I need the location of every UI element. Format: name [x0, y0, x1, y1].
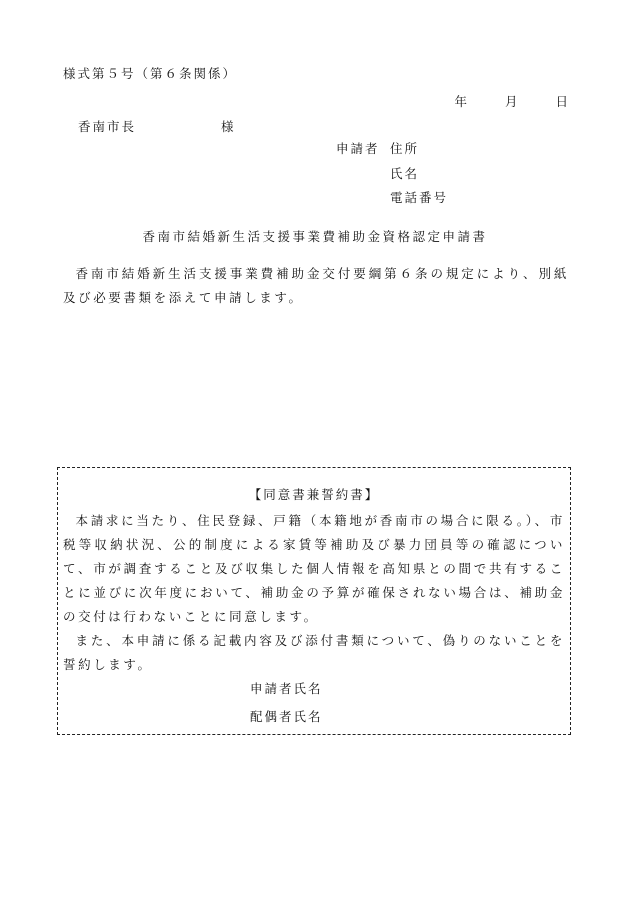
- pledge-paragraph: また、本申請に係る記載内容及び添付書類について、偽りのないことを誓約します。: [63, 633, 565, 672]
- application-statement: 香南市結婚新生活支援事業費補助金交付要綱第６条の規定により、別紙及び必要書類を添えて申請します。: [63, 266, 569, 305]
- addressee: [78, 117, 236, 135]
- date-day: 日: [555, 94, 568, 109]
- date-line: [454, 92, 568, 110]
- consent-title: 【同意書兼誓約書】: [248, 487, 380, 502]
- form-number: 様式第５号（第６条関係）: [63, 66, 238, 81]
- document-title: 香南市結婚新生活支援事業費補助金資格認定申請書: [142, 229, 488, 244]
- phone-field-label: 電話番号: [390, 190, 449, 205]
- addressee-name: 香南市長: [78, 119, 137, 134]
- address-field-label: 住所: [390, 141, 420, 156]
- consent-paragraph: 本請求に当たり、住民登録、戸籍（本籍地が香南市の場合に限る。）、市税等収納状況、公的制度による家賃等補助及び暴力団員等の確認について、市が調査すること及び収集した個人情報を高知県との間で共有することに並びに次年度において、補助金の予算が確保されない場合は、補助金の交付は行わないことに同意します。: [63, 513, 565, 624]
- consent-pledge-box: [57, 467, 571, 735]
- addressee-honorific: 様: [221, 119, 236, 134]
- name-field-label: 氏名: [390, 166, 420, 181]
- spouse-signature-label: 配偶者氏名: [250, 709, 323, 724]
- date-month: 月: [504, 94, 518, 109]
- applicant-signature-label: 申請者氏名: [250, 681, 323, 696]
- applicant-label: 申請者: [336, 141, 380, 156]
- date-year: 年: [454, 94, 467, 109]
